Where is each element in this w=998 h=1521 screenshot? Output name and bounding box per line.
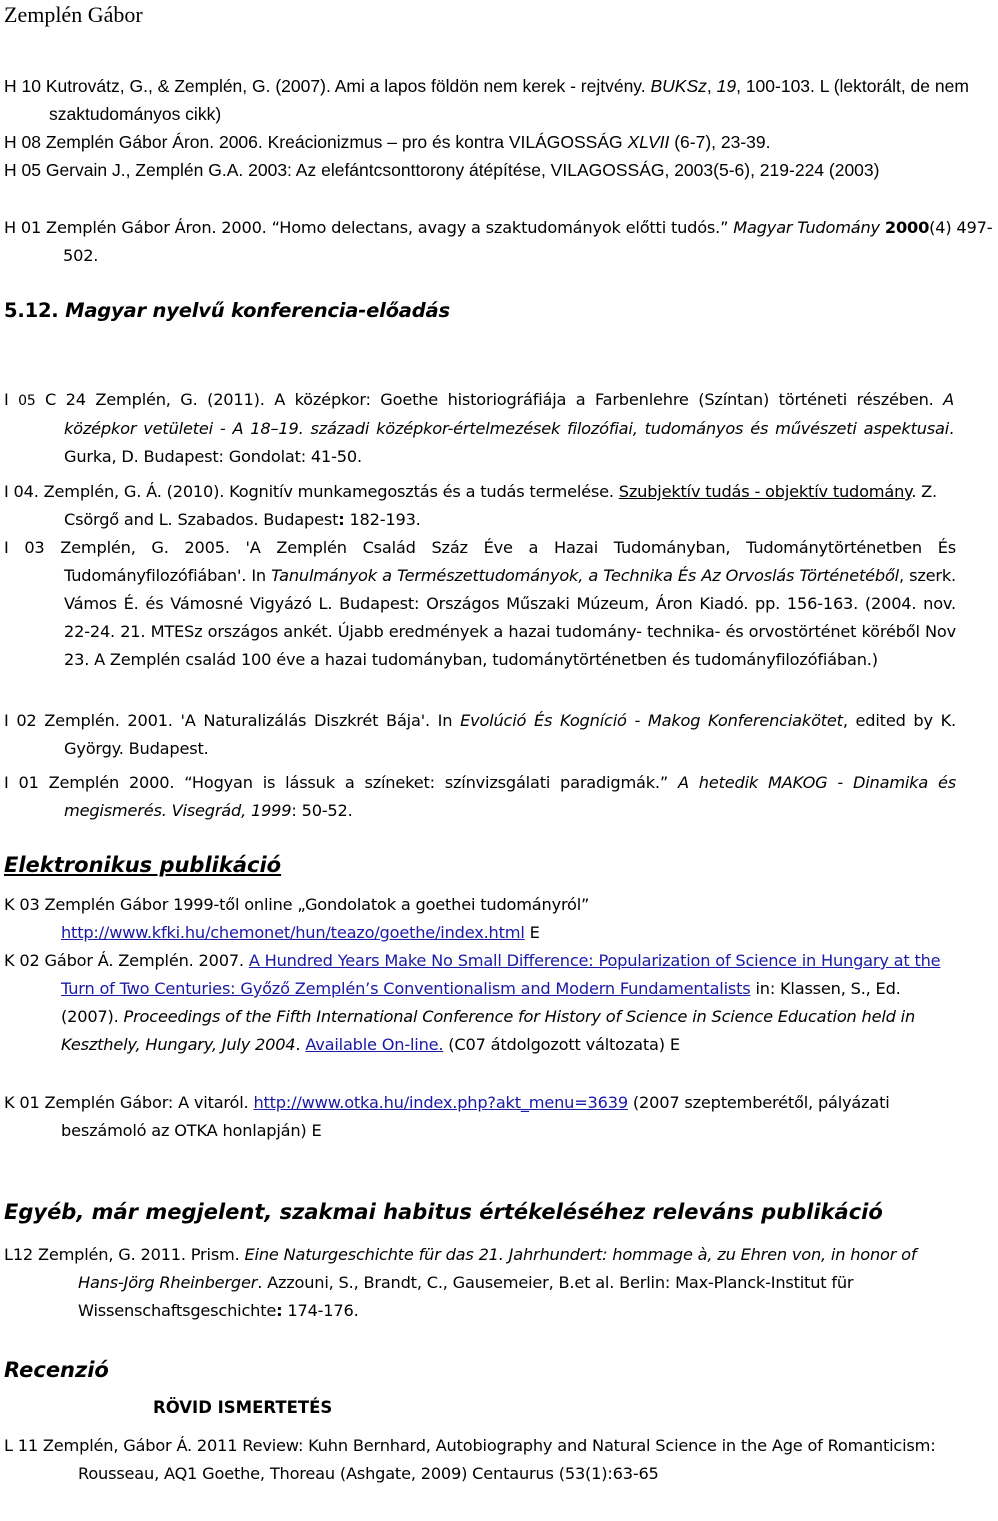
entry-h10: H 10 Kutrovátz, G., & Zemplén, G. (2007). Ami a lapos földön nem kerek - rejtvény. BUKSz, 19, 100-103. L (lektorált, de nem szaktudományos cikk) xyxy=(4,76,969,124)
entry-k03: K 03 Zemplén Gábor 1999-től online „Gondolatok a goethei tudományról” http://www.kfki.hu/chemonet/hun/teazo/goethe/index.html E xyxy=(4,895,590,942)
section-heading-egyeb: Egyéb, már megjelent, szakmai habitus értékeléséhez releváns publikáció xyxy=(4,1200,883,1224)
section-heading-elektronikus: Elektronikus publikáció xyxy=(4,853,282,877)
entry-l11: L 11 Zemplén, Gábor Á. 2011 Review: Kuhn Bernhard, Autobiography and Natural Science in the Age of Romanticism: Rousseau, AQ1 Goethe, Thoreau (Ashgate, 2009) Centaurus (53(1):63-65 xyxy=(4,1436,936,1483)
entry-i02: I 02 Zemplén. 2001. 'A Naturalizálás Diszkrét Bája'. In Evolúció És Kogníció - Makog Konferenciakötet, edited by K. György. Budapest. xyxy=(4,711,957,758)
section-heading-konferencia: 5.12. Magyar nyelvű konferencia-előadás xyxy=(4,299,450,322)
document-title: Zemplén Gábor xyxy=(4,2,143,27)
entry-h01: H 01 Zemplén Gábor Áron. 2000. “Homo delectans, avagy a szaktudományok előtti tudós.” Magyar Tudomány 2000(4) 497-502. xyxy=(4,218,993,265)
section-heading-recenzio: Recenzió xyxy=(4,1358,109,1382)
link-available-online[interactable]: Available On-line. xyxy=(305,1035,444,1054)
subheading-rovid-ismertetes: RÖVID ISMERTETÉS xyxy=(153,1398,333,1417)
link-goethe[interactable]: http://www.kfki.hu/chemonet/hun/teazo/goethe/index.html xyxy=(61,923,525,942)
link-hundred-years[interactable]: A Hundred Years Make No Small Difference: Popularization of Science in Hungary at the Turn of Two Centuries: Győző Zemplén’s Conventionalism and Modern Fundamentalists xyxy=(61,951,941,998)
entry-i05: I 05 C 24 Zemplén, G. (2011). A középkor: Goethe historiográfiája a Farbenlehre (Színtan) történeti részében. A középkor vetületei - A 18–19. századi középkor-értelmezések filozófiai, tudományos és művészeti aspektusai. Gurka, D. Budapest: Gondolat: 41-50. xyxy=(4,390,954,466)
entry-h05: H 05 Gervain J., Zemplén G.A. 2003: Az elefántcsonttorony átépítése, VILAGOSSÁG, 2003(5-6), 219-224 (2003) xyxy=(4,160,880,180)
entry-h08: H 08 Zemplén Gábor Áron. 2006. Kreácionizmus – pro és kontra VILÁGOSSÁG XLVII (6-7), 23-39. xyxy=(4,132,771,152)
entry-l12: L12 Zemplén, G. 2011. Prism. Eine Naturgeschichte für das 21. Jahrhundert: hommage à, zu Ehren von, in honor of Hans-Jörg Rheinberger. Azzouni, S., Brandt, C., Gausemeier, B.et al. Berlin: Max-Planck-Institut für Wissenschaftsgeschichte: 174-176. xyxy=(4,1245,917,1320)
link-otka[interactable]: http://www.otka.hu/index.php?akt_menu=3639 xyxy=(253,1093,628,1112)
entry-i01: I 01 Zemplén 2000. “Hogyan is lássuk a színeket: színvizsgálati paradigmák.” A hetedik MAKOG - Dinamika és megismerés. Visegrád, 1999: 50-52. xyxy=(4,773,956,820)
entry-k02: K 02 Gábor Á. Zemplén. 2007. A Hundred Years Make No Small Difference: Popularization of Science in Hungary at the Turn of Two Centuries: Győző Zemplén’s Conventionalism and Modern Fundamentalists in: Klassen, S., Ed. (2007). Proceedings of the Fifth International Conference for History of Science in Science Education held in Keszthely, Hungary, July 2004. Available On-line. (C07 átdolgozott változata) E xyxy=(4,951,941,1054)
entry-i03: I 03 Zemplén, G. 2005. 'A Zemplén Család Száz Éve a Hazai Tudományban, Tudománytörténetben És Tudományfilozófiában'. In Tanulmányok a Természettudományok, a Technika És Az Orvoslás Történetéből, szerk. Vámos É. és Vámosné Vigyázó L. Budapest: Országos Műszaki Múzeum, Áron Kiadó. pp. 156-163. (2004. nov. 22-24. 21. MTESz országos ankét. Újabb eredmények a hazai tudomány- technika- és orvostörténet köréből Nov 23. A Zemplén család 100 éve a hazai tudományban, tudománytörténetben és tudományfilozófiában.) xyxy=(4,538,956,669)
entry-k01: K 01 Zemplén Gábor: A vitaról. http://www.otka.hu/index.php?akt_menu=3639 (2007 szeptemberétől, pályázati beszámoló az OTKA honlapján) E xyxy=(4,1093,890,1140)
entry-i04: I 04. Zemplén, G. Á. (2010). Kognitív munkamegosztás és a tudás termelése. Szubjektív tudás - objektív tudomány. Z. Csörgő and L. Szabados. Budapest: 182-193. xyxy=(4,482,937,529)
